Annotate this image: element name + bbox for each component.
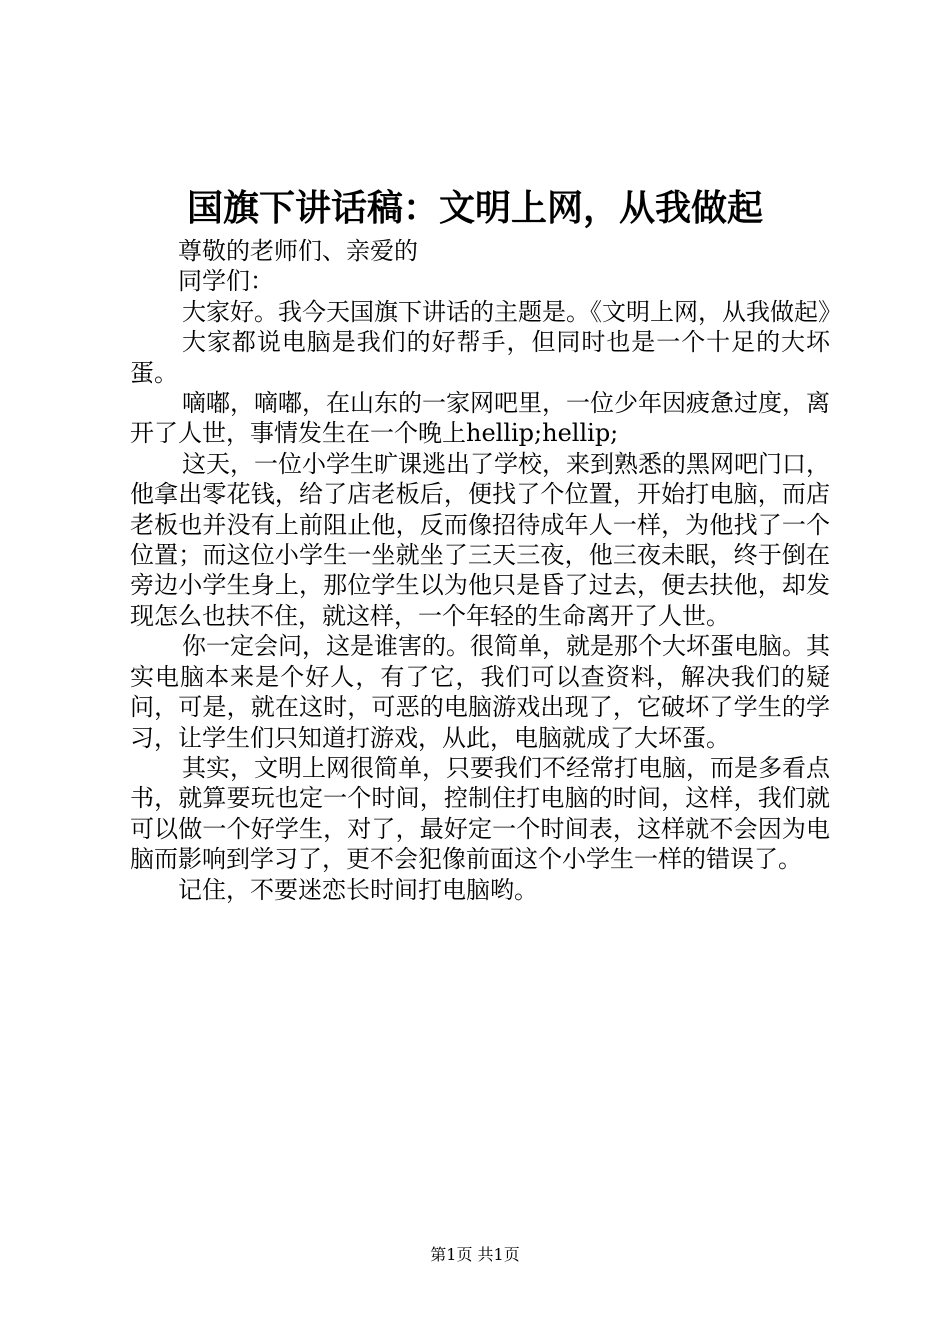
salutation-line-2: 同学们： bbox=[178, 267, 274, 296]
paragraph: 大家都说电脑是我们的好帮手，但同时也是一个十足的大坏蛋。 bbox=[130, 328, 830, 387]
page-footer: 第1页 共1页 bbox=[430, 1245, 520, 1264]
paragraph: 你一定会问，这是谁害的。很简单，就是那个大坏蛋电脑。其实电脑本来是个好人，有了它，我们可以查资料，解决我们的疑问，可是，就在这时，可恶的电脑游戏出现了，它破坏了学生的学习，让学生们只知道打游戏，从此，电脑就成了大坏蛋。 bbox=[130, 632, 830, 752]
paragraph: 嘀嘟，嘀嘟，在山东的一家网吧里，一位少年因疲惫过度，离开了人世，事情发生在一个晚上hellip;hellip; bbox=[130, 389, 830, 448]
paragraph: 这天，一位小学生旷课逃出了学校，来到熟悉的黑网吧门口，他拿出零花钱，给了店老板后，便找了个位置，开始打电脑，而店老板也并没有上前阻止他，反而像招待成年人一样，为他找了一个位置；而这位小学生一坐就坐了三天三夜，他三夜未眠，终于倒在旁边小学生身上，那位学生以为他只是昏了过去，便去扶他，却发现怎么也扶不住，就这样，一个年轻的生命离开了人世。 bbox=[130, 449, 830, 630]
closing-line: 记住，不要迷恋长时间打电脑哟。 bbox=[178, 875, 538, 904]
paragraph: 其实，文明上网很简单，只要我们不经常打电脑，而是多看点书，就算要玩也定一个时间，控制住打电脑的时间，这样，我们就可以做一个好学生，对了，最好定一个时间表，这样就不会因为电脑而影响到学习了，更不会犯像前面这个小学生一样的错误了。 bbox=[130, 753, 830, 874]
salutation-line-1: 尊敬的老师们、亲爱的 bbox=[178, 237, 418, 265]
paragraph: 大家好。我今天国旗下讲话的主题是。《文明上网，从我做起》 bbox=[182, 297, 842, 326]
document-body bbox=[130, 236, 842, 905]
document-title: 国旗下讲话稿：文明上网，从我做起 bbox=[186, 187, 763, 229]
